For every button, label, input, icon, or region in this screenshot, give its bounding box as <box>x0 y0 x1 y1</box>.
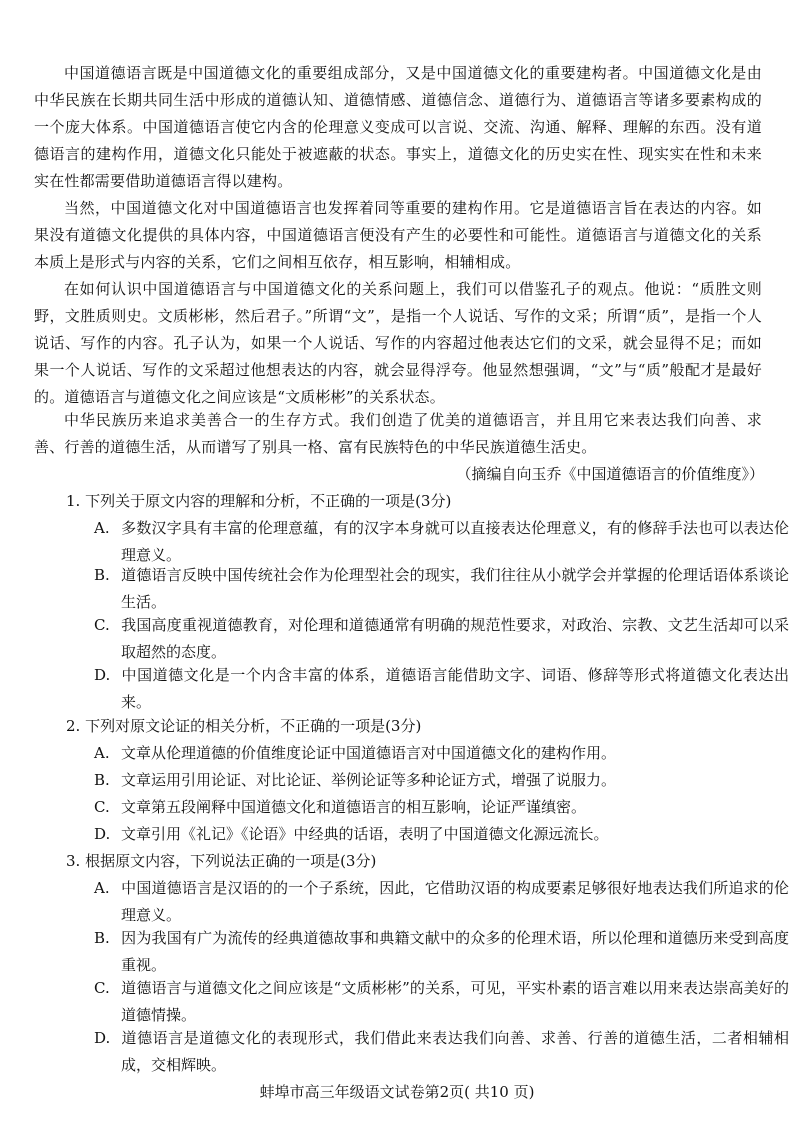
question-3-option-b <box>94 925 789 979</box>
option-text: 中国道德文化是一个内含丰富的体系，道德语言能借助文字、词语、修辞等形式将道德文化表达出来。 <box>121 666 789 711</box>
question-1-option-d <box>94 662 789 716</box>
option-label: C. <box>94 979 110 997</box>
option-label: D. <box>94 1029 111 1047</box>
option-label: B. <box>94 771 110 789</box>
option-label: D. <box>94 666 111 684</box>
question-3-option-d <box>94 1025 789 1079</box>
page-footer: 蚌埠市高三年级语文试卷第2页( 共10 页) <box>259 1083 535 1101</box>
question-2-option-d <box>94 821 789 848</box>
option-text: 文章从伦理道德的价值维度论证中国道德语言对中国道德文化的建构作用。 <box>121 744 617 762</box>
paragraph-2: 当然，中国道德文化对中国道德语言也发挥着同等重要的建构作用。它是道德语言旨在表达的内容。如果没有道德文化提供的具体内容，中国道德语言便没有产生的必要性和可能性。道德语言与道德文化的关系本质上是形式与内容的关系，它们之间相互依存，相互影响，相辅相成。 <box>34 199 762 271</box>
question-2-option-b <box>94 767 789 794</box>
option-label: A. <box>94 879 110 897</box>
option-label: C. <box>94 616 110 634</box>
option-text: 文章运用引用论证、对比论证、举例论证等多种论证方式，增强了说服力。 <box>121 771 617 789</box>
option-text: 道德语言与道德文化之间应该是“文质彬彬”的关系，可见，平实朴素的语言难以用来表达崇高美好的道德情操。 <box>121 979 789 1024</box>
option-text: 我国高度重视道德教育，对伦理和道德通常有明确的规范性要求，对政治、宗教、文艺生活却可以采取超然的态度。 <box>121 616 789 661</box>
paragraph-4: 中华民族历来追求美善合一的生存方式。我们创造了优美的道德语言，并且用它来表达我们向善、求善、行善的道德生活，从而谱写了别具一格、富有民族特色的中华民族道德生活史。 <box>34 411 762 456</box>
option-label: A. <box>94 744 110 762</box>
option-text: 道德语言是道德文化的表现形式，我们借此来表达我们向善、求善、行善的道德生活，二者相辅相成，交相辉映。 <box>121 1029 789 1074</box>
option-text: 多数汉字具有丰富的伦理意蕴，有的汉字本身就可以直接表达伦理意义，有的修辞手法也可以表达伦理意义。 <box>121 519 789 564</box>
question-2-stem: 2. 下列对原文论证的相关分析，不正确的一项是(3分) <box>66 717 422 735</box>
option-label: B. <box>94 566 110 584</box>
question-2-option-c <box>94 794 789 821</box>
option-text: 因为我国有广为流传的经典道德故事和典籍文献中的众多的伦理术语，所以伦理和道德历来受到高度重视。 <box>121 929 789 974</box>
question-3-option-c <box>94 975 789 1029</box>
question-1-option-a <box>94 515 789 569</box>
question-3-stem: 3. 根据原文内容，下列说法正确的一项是(3分) <box>66 852 377 870</box>
option-label: A. <box>94 519 110 537</box>
option-text: 文章第五段阐释中国道德文化和道德语言的相互影响，论证严谨缜密。 <box>121 798 587 816</box>
question-1-stem: 1. 下列关于原文内容的理解和分析，不正确的一项是(3分) <box>66 492 452 510</box>
option-text: 文章引用《礼记》《论语》中经典的话语，表明了中国道德文化源远流长。 <box>121 825 609 843</box>
option-text: 中国道德语言是汉语的的一个子系统，因此，它借助汉语的构成要素足够很好地表达我们所追求的伦理意义。 <box>121 879 789 924</box>
question-1-option-b <box>94 562 789 616</box>
paragraph-3: 在如何认识中国道德语言与中国道德文化的关系问题上，我们可以借鉴孔子的观点。他说：“质胜文则野，文胜质则史。文质彬彬，然后君子。”所谓“文”，是指一个人说话、写作的文采；所谓“质”，是指一个人说话、写作的内容。孔子认为，如果一个人说话、写作的内容超过他表达它们的文采，就会显得不足；而如果一个人说话、写作的文采超过他想表达的内容，就会显得浮夸。他显然想强调，“文”与“质”般配才是最好的。道德语言与道德文化之间应该是“文质彬彬”的关系状态。 <box>34 280 762 406</box>
source-citation: （摘编自向玉乔《中国道德语言的价值维度》） <box>456 465 764 483</box>
paragraph-1: 中国道德语言既是中国道德文化的重要组成部分，又是中国道德文化的重要建构者。中国道德文化是由中华民族在长期共同生活中形成的道德认知、道德情感、道德信念、道德行为、道德语言等诸多要素构成的一个庞大体系。中国道德语言使它内含的伦理意义变成可以言说、交流、沟通、解释、理解的东西。没有道德语言的建构作用，道德文化只能处于被遮蔽的状态。事实上，道德文化的历史实在性、现实实在性和未来实在性都需要借助道德语言得以建构。 <box>34 64 762 190</box>
question-2-option-a <box>94 740 789 767</box>
question-3-option-a <box>94 875 789 929</box>
option-label: B. <box>94 929 110 947</box>
option-text: 道德语言反映中国传统社会作为伦理型社会的现实，我们往往从小就学会并掌握的伦理话语体系谈论生活。 <box>121 566 789 611</box>
option-label: D. <box>94 825 111 843</box>
option-label: C. <box>94 798 110 816</box>
question-1-option-c <box>94 612 789 666</box>
